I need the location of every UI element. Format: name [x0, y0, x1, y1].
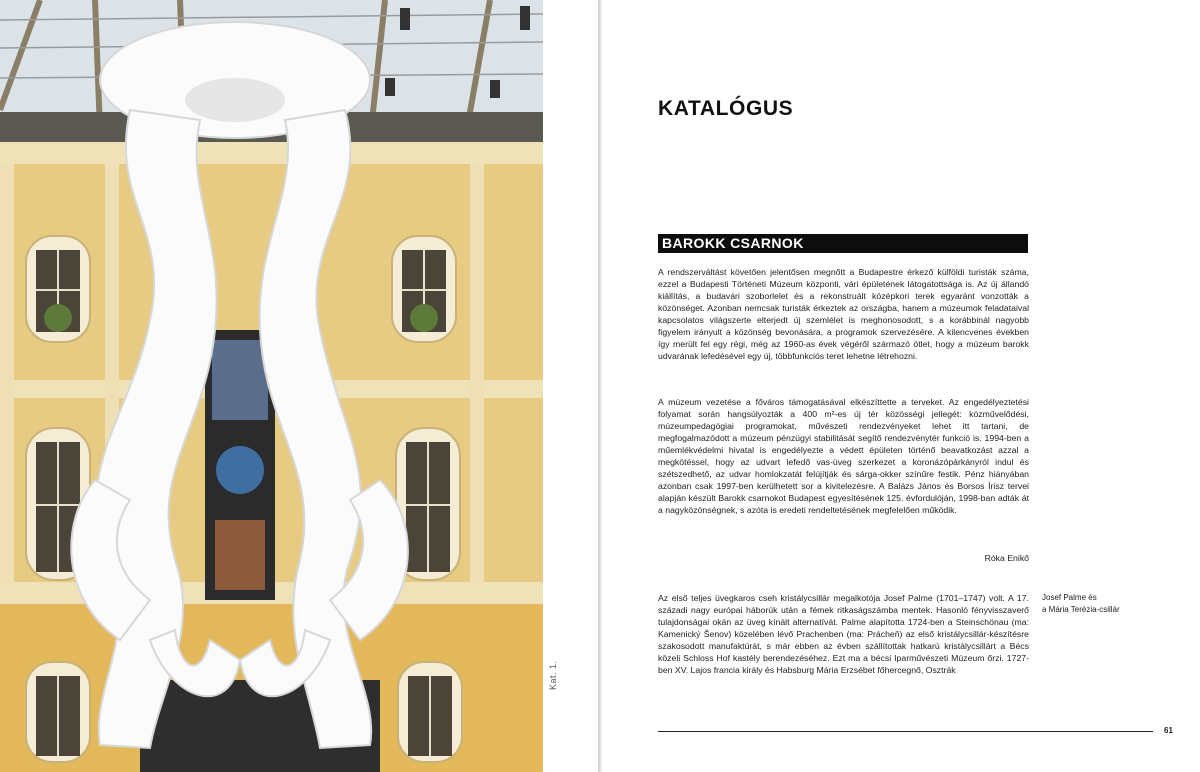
photo-illustration [0, 0, 543, 772]
left-page [0, 0, 598, 772]
page-title: KATALÓGUS [658, 97, 794, 120]
right-page [602, 0, 1200, 772]
author-signature: Róka Enikő [984, 553, 1029, 563]
paragraph-3: Az első teljes üvegkaros cseh kristálycsillár megalkotója Josef Palme (1701–1747) volt. A 17. századi nagy európai háborúk után a fémek ritkaságszámba mentek. Hasonló fényvisszaverő tulajdonságai okán az üveg kínált alternatívát. Palme alapította 1724-ben a Steinschönau (ma: Kamenický Šenov) közelében lévő Prachenben (ma: Prácheň) az első kristálycsillár-készítésre szakosodott manufaktúrát, s már ebben az évben szállítottak hatkarú kristálycsillárt a Bécs közeli Schloss Hof kastély berendezéséhez. Ezt ma a bécsi Iparművészeti Múzeum őrzi. 1727-ben XV. Lajos francia király és Habsburg Mária Erzsébet főhercegnő, Osztrák [658, 593, 1029, 675]
page-number: 61 [1164, 726, 1173, 735]
footer-rule [658, 731, 1153, 732]
sculpture-photo [0, 0, 543, 772]
paragraph-2: A múzeum vezetése a főváros támogatásával elkészíttette a terveket. Az engedélyeztetési folyamat során hangsúlyozták a 400 m²-es új tér közösségi jellegét: közművelődési, múzeumpedagógiai programokat, művészeti rendezvényeket lehet itt tartani, de megfogalmazódott a múzeum pénzügyi stabilitását segítő rendezvénytér funkció is. 1994-ben a műemlékvédelmi hivatal is engedélyezte a védett épületen történő beavatkozást azzal a megkötéssel, hogy az udvart lefedő vas-üveg szerkezet a koronázópárkányról indul és szétszedhető, az udvar homlokzatát felújítják és sárga-okker színűre festik. Pénz hiányában azonban csak 1997-ben kerülhetett sor a kivitelezésre. A Balázs János és Borsos Írisz tervei alapján készült Barokk csarnokot Budapest egyesítésének 125. évfordulóján, 1998-ban adták át a nagyközönségnek, s azóta is eredeti rendeltetésének megfelelően működik. [658, 397, 1029, 515]
paragraph-1: A rendszerváltást követően jelentősen megnőtt a Budapestre érkező külföldi turisták száma, ezzel a Budapesti Történeti Múzeum központi, vári épületének látogatottsága is. Az új állandó kiállítás, a budavári szoborlelet és a rekonstruált középkori terek egyaránt vonzották a közönséget. Azonban nemcsak turisták érkeztek az országba, hanem a múzeumok feladataival kapcsolatos világszerte elterjedt új szemlélet is meghonosodott, s a korábbinál nagyobb figyelem irányult a közönség bevonására, a programok szervezésére. A kilencvenes években így merült fel egy régi, még az 1960-as évek végéről származó ötlet, hogy a múzeum barokk udvarának lefedésével egy új, többfunkciós teret lehetne létrehozni. [658, 267, 1029, 361]
section-heading: BAROKK CSARNOK [658, 234, 1028, 253]
side-note-line-1: Josef Palme és [1042, 593, 1097, 602]
side-note [1042, 592, 1162, 615]
photo-caption: Kat. 1. [548, 660, 558, 690]
side-note-line-2: a Mária Terézia-csillár [1042, 604, 1120, 614]
